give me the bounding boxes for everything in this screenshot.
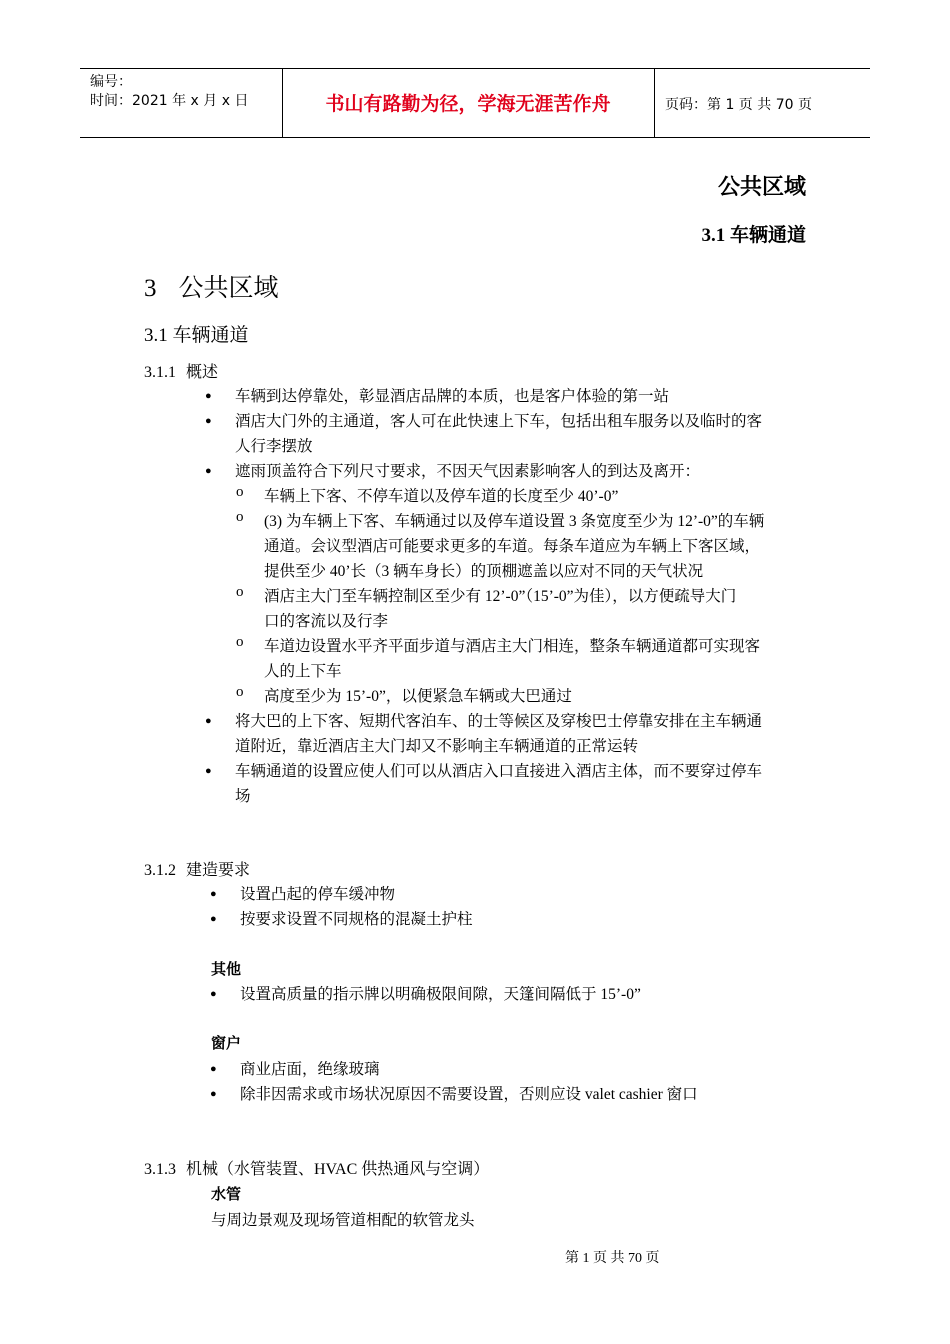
right-subtitle: 3.1 车辆通道 [701,225,806,246]
subsection-3-1-3 [144,1156,489,1179]
list-item: 设置凸起的停车缓冲物 [240,886,396,903]
list-item: 按要求设置不同规格的混凝土护柱 [240,911,473,928]
sub-list-item: 高度至少为 15’-0”，以便紧急车辆或大巴通过 [264,688,572,705]
page-footer: 第 1 页 共 70 页 [565,1251,660,1266]
sub-list-item-line: (3) 为车辆上下客、车辆通过以及停车道设置 3 条宽度至少为 12’-0”的车辆 [264,513,765,530]
sub-list-item-line: 酒店主大门至车辆控制区至少有 12’-0”（15’-0”为佳），以方便疏导大门 [264,588,737,605]
bullet-icon: ● [205,465,212,477]
header-date: 时间：2021 年 x 月 x 日 [90,93,249,109]
subsection-title: 建造要求 [186,862,251,879]
sub-list-item: 车辆上下客、不停车道以及停车道的长度至少 40’-0” [264,488,619,505]
subsection-number: 3.1.3 [144,1161,176,1178]
subsection-number: 3.1.2 [144,862,176,879]
sub-list-item-line: 口的客流以及行李 [264,613,389,630]
list-item-line: 车辆通道的设置应使人们可以从酒店入口直接进入酒店主体，而不要穿过停车 [235,763,763,780]
plumbing-text: 与周边景观及现场管道相配的软管龙头 [211,1212,475,1229]
bullet-icon: ● [210,1063,217,1075]
list-item: 商业店面，绝缘玻璃 [240,1061,380,1078]
bullet-icon: ● [210,1088,217,1100]
sub-bullet-icon: o [236,509,244,525]
list-item: 遮雨顶盖符合下列尺寸要求，不因天气因素影响客人的到达及离开： [235,463,701,480]
bullet-icon: ● [210,988,217,1000]
chapter-title: 公共区域 [178,275,279,302]
list-item-line: 场 [235,788,251,805]
bullet-icon: ● [205,715,212,727]
section-heading: 3.1 车辆通道 [144,325,249,346]
subsection-title: 机械（水管装置、HVAC 供热通风与空调） [186,1161,490,1178]
list-item-line: 人行李摆放 [235,438,313,455]
list-item: 车辆到达停靠处，彰显酒店品牌的本质，也是客户体验的第一站 [235,388,670,405]
list-item: 除非因需求或市场状况原因不需要设置，否则应设 valet cashier 窗口 [240,1086,698,1103]
sub-list-item-line: 提供至少 40’长（3 辆车身长）的顶棚遮盖以应对不同的天气状况 [264,563,704,580]
sub-list-item-line: 通道。会议型酒店可能要求更多的车道。每条车道应为车辆上下客区域， [264,538,761,555]
list-item-line: 酒店大门外的主通道，客人可在此快速上下车，包括出租车服务以及临时的客 [235,413,763,430]
sub-bullet-icon: o [236,684,244,700]
sub-bullet-icon: o [236,634,244,650]
subsection-3-1-1 [144,359,218,382]
subsection-number: 3.1.1 [144,364,176,381]
header-divider [654,69,655,137]
list-item-line: 道附近，靠近酒店主大门却又不影响主车辆通道的正常运转 [235,738,639,755]
window-heading: 窗户 [211,1034,242,1052]
other-heading: 其他 [211,960,242,978]
bullet-icon: ● [210,913,217,925]
bullet-icon: ● [205,415,212,427]
sub-list-item-line: 车道边设置水平齐平面步道与酒店主大门相连，整条车辆通道都可实现客 [264,638,761,655]
bullet-icon: ● [205,390,212,402]
header-left [90,73,248,111]
sub-bullet-icon: o [236,484,244,500]
bullet-icon: ● [210,888,217,900]
header-page-info: 页码：第 1 页 共 70 页 [665,97,812,113]
chapter-heading [144,268,279,304]
sub-bullet-icon: o [236,584,244,600]
right-title: 公共区域 [717,175,806,200]
subsection-3-1-2 [144,857,250,880]
list-item: 设置高质量的指示牌以明确极限间隙，天篷间隔低于 15’-0” [240,986,641,1003]
plumbing-heading: 水管 [211,1185,242,1203]
header-motto: 书山有路勤为径，学海无涯苦作舟 [325,93,611,115]
subsection-title: 概述 [186,364,219,381]
bullet-icon: ● [205,765,212,777]
sub-list-item-line: 人的上下车 [264,663,342,680]
header-table [80,68,870,138]
header-number-label: 编号： [90,74,132,90]
list-item-line: 将大巴的上下客、短期代客泊车、的士等候区及穿梭巴士停靠安排在主车辆通 [235,713,763,730]
chapter-number: 3 [144,275,157,302]
